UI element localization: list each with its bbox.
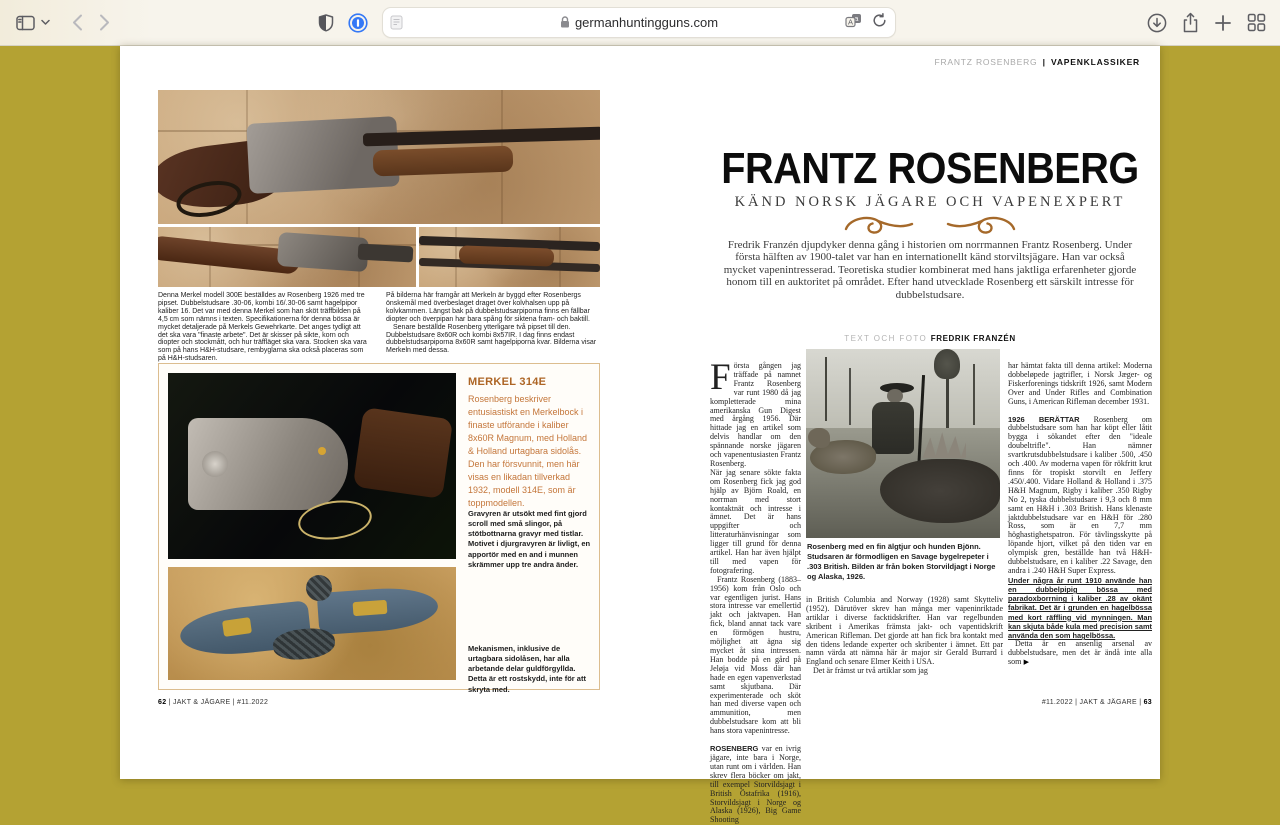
sidebar-chevron-button[interactable]: [41, 19, 50, 26]
paragraph: 1926 BERÄTTAR Rosenberg om dubbelstudsare som han har köpt eller låtit bygga i sökandet efter den "ideale doubeltrifle". Han nämner svartkrutsdubbelstudsare i kaliber .500, .450 och .400. Av moderna vapen för rökfritt krut finns för tropiskt storvilt en Jeffery .450/.400. Vidare Holland & Holland i .375 H&H Magnum, Rigby i kaliber .350 Rigby No 2, tyska dubbelstudsare i 9,3 och 8 mm samt en H&H i .303 British. Hans klenaste jaktdubbelstudsare var en H&H för .280 Ross, som är en 7,7 mm höghastighetspatron. För tävlingsskytte på löpande hjort, vilket på den tiden var en olympisk gren, beställde han två H&H-dubbelstudsare, en i kaliber .22 Savage, den andra i .240 H&H Super Express.: [1008, 414, 1153, 575]
hunter-torso-shape: [872, 402, 914, 454]
svg-text:a: a: [854, 15, 859, 23]
barrel-shape: [363, 127, 600, 147]
back-button[interactable]: [72, 14, 83, 31]
drop-cap: F: [710, 357, 731, 398]
privacy-shield-button[interactable]: [318, 14, 334, 32]
box-lead-text: Rosenberg beskriver entusiastiskt en Merkelbock i finaste utförande i kaliber 8x60R Magnum, med Holland & Holland urtagbara sidolås. Den har försvunnit, men här visas en likadan tillverkad 1932, modell 314E, som är toppmodellen.: [468, 394, 588, 509]
merkel-300e-photo: [158, 90, 600, 224]
magazine-spread: [120, 46, 1160, 825]
stock-wrist-shape: [353, 407, 453, 499]
right-footer-text: #11.2022 | JAKT & JÄGARE |: [1041, 699, 1144, 706]
caption-column-right: [386, 292, 600, 363]
url-display: [383, 15, 895, 30]
left-page-number: 62: [158, 699, 167, 706]
svg-text:A: A: [847, 17, 854, 27]
left-page-footer: [158, 699, 268, 706]
byline-label: TEXT OCH FOTO: [844, 334, 931, 343]
share-icon: [1182, 12, 1199, 33]
left-footer-text: | JAKT & JÄGARE | #11.2022: [166, 699, 269, 706]
paragraph: ROSENBERG var en ivrig jägare, inte bara i Norge, utan runt om i världen. Han skrev flera böcker om jakt, till exempel Storvildsjagt i British Östafrika (1916), Storvildsjagt i Norge og Alaska (1926), Big Game Shooting: [710, 744, 801, 825]
address-bar[interactable]: [382, 7, 896, 38]
share-button[interactable]: [1182, 12, 1199, 33]
checkered-knob-shape: [306, 575, 332, 601]
forward-button[interactable]: [99, 14, 110, 31]
metal-part-shape: [358, 244, 414, 263]
article-title: FRANTZ ROSENBERG: [721, 144, 1139, 193]
gold-screw-shape: [318, 447, 326, 455]
article-column-1: [710, 357, 801, 825]
paragraph: Senare beställde Rosenberg ytterligare två pipset till den. Dubbelstudsare 8x60R och kombi 8x57IR. I dag finns endast dubbelstudsarpiporna 8x60R samt hagelpiporna kvar. Bilderna visar Merkeln med dessa.: [386, 323, 597, 355]
merkel-barrels-photo: [419, 227, 600, 287]
new-tab-button[interactable]: [1214, 14, 1232, 32]
address-bar-actions: [845, 13, 887, 33]
action-shape: [277, 232, 369, 272]
page-header: [934, 57, 1140, 67]
header-separator: |: [1042, 57, 1046, 67]
dog-head-shape: [808, 428, 830, 448]
mechanism-photo: [168, 567, 456, 680]
onepassword-extension-button[interactable]: [348, 13, 368, 33]
paragraph: På bilderna här framgår att Merkeln är byggd efter Rosenbergs önskemål med överbeslaget draget över kolvhalsen upp på kolvkammen. Längst bak på dubbelstudsarpiporna finns en fällbar diopter och överpipan har bara spång för siktena fram- och baktill.: [386, 292, 590, 323]
byline-name: FREDRIK FRANZÉN: [930, 334, 1016, 343]
browser-toolbar: [0, 0, 1280, 46]
toolbar-left-group: [16, 14, 110, 31]
forend-shape: [459, 245, 555, 266]
article-column-3: [1008, 362, 1152, 667]
paragraph: Under några år runt 1910 använde han en dubbelpipig bössa med paradoxborrning i kaliber .28 av okänt fabrikat. Det är i grunden en hagelbössa med kort räffling vid mynningen. Man kan skjuta både kula med precision samt använda den som hagelbössa.: [1008, 575, 1152, 641]
paragraph: in British Columbia and Norway (1928) samt Skytteliv (1952). Därutöver skrev han många mer vapeninriktade artiklar i diverse facktidskrifter. Han var regelbunden skribent i Amerikas främsta jakt- och vapentidskrift American Rifleman. Det gjorde att han fick bra kontakt med den tidens ledande experter och skribenter i ämnet. Ett par namn värda att nämna här är major sir Gerald Burrard i England och senare Elmer Keith i USA.: [806, 595, 1003, 667]
continue-arrow-icon: ▶: [1021, 658, 1029, 667]
article-intro: Fredrik Franzén djupdyker denna gång i historien om norrmannen Frantz Rosenberg. Under första hälften av 1900-talet var han en internationellt känd storviltsjägare. Han var också mycket vapenintresserad. Teoretiska studier kombinerat med hans jaktliga erfarenheter gjorde honom till en auktoritet på området. Efter hand utvecklade Rosenberg ett särskilt intresse för dubbelstudsare.: [723, 239, 1137, 301]
reload-icon[interactable]: [872, 13, 887, 33]
article-column-2: [806, 596, 1003, 676]
download-icon: [1147, 13, 1167, 33]
article-subtitle: KÄND NORSK JÄGARE OCH VAPENEXPERT: [734, 194, 1126, 210]
paragraph: Denna Merkel modell 300E beställdes av Rosenberg 1926 med tre pipset. Dubbelstudsare .30-06, kombi 16/.30-06 samt hagelpipor kaliber 16. Det var med denna Merkel som han sköt träffbilden på 4,5 cm som nämns i texten. Specifikationerna för denna bössa är mycket detaljerade på Merkels Gewehrkarte. Det anges tydligt att det ska vara "finaste arbete". Det är skisser på sikte, korn och diopter och stockmått, och hur träffläget ska vara. Stocken ska vara som på hans H&H-studsare, rembyglarna ska också placeras som på H&H-studsaren.: [158, 292, 367, 363]
rosenberg-moose-photo: [806, 349, 1000, 538]
paragraph: har hämtat fakta till denna artikel: Moderna dobbeløpede jagtrifler, i Norsk Jæger- og Fiskerforenings tidskrift 1926, samt Modern Over and Under Rifles and Combination Guns, i American Rifleman december 1931.: [1008, 361, 1152, 406]
paragraph: Frantz Rosenberg (1883–1956) kom från Oslo och var egentligen jurist. Hans stora intresse var emellertid jakt och jaktvapen. Han fick, bland annat tack vare en förmögen hustru, möjlighet att ägna sig mycket åt sina intressen. Han bodde på en gård på Jeløja vid Moss där han hade en egen vapenverkstad samt skjutbana. Där experimenterade och sköt han med diverse vapen och ammunition, men dubbelstudsare kom att bli hans stora vapenintresse.: [710, 574, 801, 736]
hunter-photo-caption: Rosenberg med en fin älgtjur och hunden Bjönn. Studsaren är förmodligen en Savage bygelrepeter i .303 British. Bilden är från boken Storvildjagt i Norge og Alaska, 1926.: [807, 542, 996, 582]
new-tab-icon: [1214, 14, 1232, 32]
caption-column-left: [158, 292, 372, 363]
paragraph-text: örsta gången jag träffade på namnet Frantz Rosenberg var runt 1980 då jag kompletterade mina amerikanska Gun Digest med årgång 1956. Där hittade jag en artikel som delvis handlar om den spännande norske jägaren och vapenentusiasten Frantz Rosenberg.: [710, 361, 801, 468]
downloads-button[interactable]: [1147, 13, 1167, 33]
shield-icon: [318, 14, 334, 32]
translate-icon[interactable]: [845, 13, 862, 33]
lock-icon: [560, 16, 570, 29]
gold-part-shape: [353, 600, 388, 616]
paragraph: När jag senare sökte fakta om Rosenberg fick jag god hjälp av Björn Roald, en norrman med stort kontaktnät och intresse i ämnet. Det är hans uppgifter och litteraturhänvisningar som ligger till grund för denna artikel. Han har även hjälpt till med vapen för fotografering.: [710, 467, 801, 575]
tree-shape: [849, 368, 851, 425]
paragraph: [710, 357, 801, 469]
forend-shape: [373, 146, 514, 177]
plate-roundel-shape: [202, 451, 228, 477]
merkel-314e-box: [158, 363, 600, 694]
url-text: germanhuntingguns.com: [574, 15, 719, 30]
tree-crown-shape: [934, 349, 960, 379]
engraving-caption: Gravyren är utsökt med fint gjord scroll med små slingor, på stötbottnarna gravyr med tistlar. Motivet i djurgravyren är livligt, en apportör med en and i munnen skrämmer upp tre andra änder.: [468, 509, 591, 569]
header-section-name: VAPENKLASSIKER: [1051, 57, 1140, 67]
tree-shape: [825, 357, 827, 421]
tree-shape: [973, 364, 975, 424]
toolbar-center-group: [318, 0, 896, 45]
onepassword-icon: [348, 13, 368, 33]
paragraph-lead: ROSENBERG: [710, 744, 762, 754]
box-title: MERKEL 314E: [468, 376, 547, 388]
toolbar-right-group: [1147, 0, 1266, 45]
paragraph-lead: 1926 BERÄTTAR: [1008, 414, 1094, 424]
photo-captions: [158, 292, 600, 363]
tab-overview-button[interactable]: [1247, 13, 1266, 32]
paragraph: Detta är en ansenlig arsenal av dubbelstudsare, men det är ändå inte alla som ▶: [1008, 639, 1152, 667]
right-page-number: 63: [1143, 699, 1152, 706]
mechanism-caption: Mekanismen, inklusive de urtagbara sidolåsen, har alla arbetande delar guldförgyllda. Detta är ett rostskydd, inte för att skryta med.: [468, 644, 586, 694]
header-article-name: FRANTZ ROSENBERG: [934, 57, 1038, 67]
byline: [695, 334, 1165, 343]
moose-body-shape: [880, 459, 1000, 523]
sidebar-toggle-button[interactable]: [16, 15, 36, 31]
paragraph: Det är främst ur två artiklar som jag: [813, 666, 928, 676]
merkel-underside-photo: [158, 227, 416, 287]
tab-overview-icon: [1247, 13, 1266, 32]
right-page-footer: [1008, 699, 1152, 706]
sidelock-engraving-photo: [168, 373, 456, 559]
